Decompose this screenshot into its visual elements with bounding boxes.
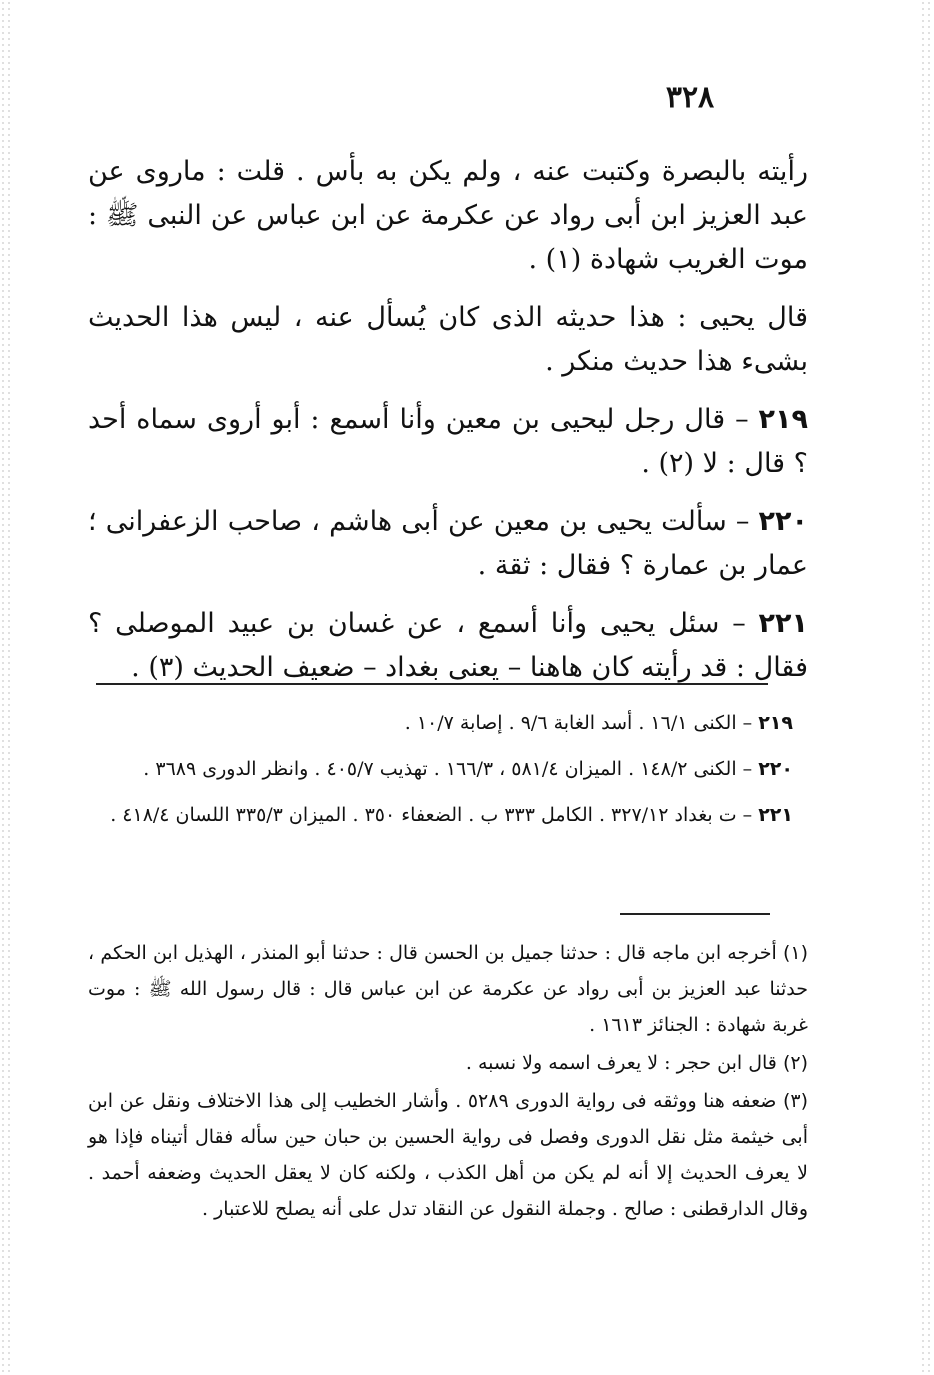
entry-220: ٢٢٠ – سألت يحيى بن معين عن أبى هاشم ، صاحب الزعفرانى ؛ عمار بن عمارة ؟ فقال : ثقة . bbox=[88, 506, 808, 581]
main-text bbox=[88, 150, 808, 704]
references-block bbox=[88, 705, 793, 843]
entry-number: ٢٢٠ bbox=[758, 506, 808, 537]
reference-item: ٢٢١ – ت بغداد ٣٢٧/١٢ . الكامل ٣٣٣ ب . الضعفاء ٣٥٠ . الميزان ٣٣٥/٣ اللسان ٤١٨/٤ . bbox=[110, 804, 793, 826]
reference-item: ٢١٩ – الكنى ١٦/١ . أسد الغابة ٩/٦ . إصابة ١٠/٧ . bbox=[404, 712, 793, 734]
scan-edge-right bbox=[920, 0, 934, 1375]
main-paragraph: رأيته بالبصرة وكتبت عنه ، ولم يكن به بأس . قلت : ماروى عن عبد العزيز ابن أبى رواد عن عكرمة عن ابن عباس عن النبى ﷺ : موت الغريب شهادة (١) . bbox=[88, 156, 808, 275]
footnotes-block bbox=[88, 935, 808, 1229]
footnote-item: (٢) قال ابن حجر : لا يعرف اسمه ولا نسبه . bbox=[465, 1052, 808, 1074]
entry-221: ٢٢١ – سئل يحيى وأنا أسمع ، عن غسان بن عبيد الموصلى ؟ فقال : قد رأيته كان هاهنا – يعنى بغداد – ضعيف الحديث (٣) . bbox=[88, 608, 808, 683]
main-paragraph: قال يحيى : هذا حديثه الذى كان يُسأل عنه ، ليس هذا الحديث بشىء هذا حديث منكر . bbox=[88, 302, 808, 377]
reference-item: ٢٢٠ – الكنى ١٤٨/٢ . الميزان ٥٨١/٤ ، ١٦٦/٣ . تهذيب ٤٠٥/٧ . وانظر الدورى ٣٦٨٩ . bbox=[143, 758, 793, 780]
divider-rule bbox=[96, 683, 768, 685]
footnote-item: (١) أخرجه ابن ماجه قال : حدثنا جميل بن الحسن قال : حدثنا أبو المنذر ، الهذيل ابن الحكم ، حدثنا عبد العزيز بن أبى رواد عن عكرمة عن ابن عباس قال : قال رسول الله ﷺ : موت غربة شهادة : الجنائز ١٦١٣ . bbox=[88, 942, 809, 1036]
entry-219: ٢١٩ – قال رجل ليحيى بن معين وأنا أسمع : أبو أروى سماه أحد ؟ قال : لا (٢) . bbox=[88, 404, 808, 479]
page-number: ٣٢٨ bbox=[665, 80, 715, 115]
footnote-item: (٣) ضعفه هنا ووثقه فى رواية الدورى ٥٢٨٩ . وأشار الخطيب إلى هذا الاختلاف ونقل عن ابن أبى خيثمة مثل نقل الدورى وفصل فى رواية الحسين بن حبان حين سأله فقال أتيناه فإذا هو لا يعرف الحديث إلا أنه لم يكن من أهل الكذب ، ولكنه كان لا يعقل الحديث وضعفه أحمد . وقال الدارقطنى : صالح . وجملة النقول عن النقاد تدل على أنه يصلح للاعتبار . bbox=[88, 1090, 808, 1220]
scan-edge-left bbox=[0, 0, 14, 1375]
entry-number: ٢٢١ bbox=[758, 608, 808, 639]
entry-number: ٢١٩ bbox=[758, 404, 808, 435]
footnote-divider bbox=[620, 913, 770, 915]
